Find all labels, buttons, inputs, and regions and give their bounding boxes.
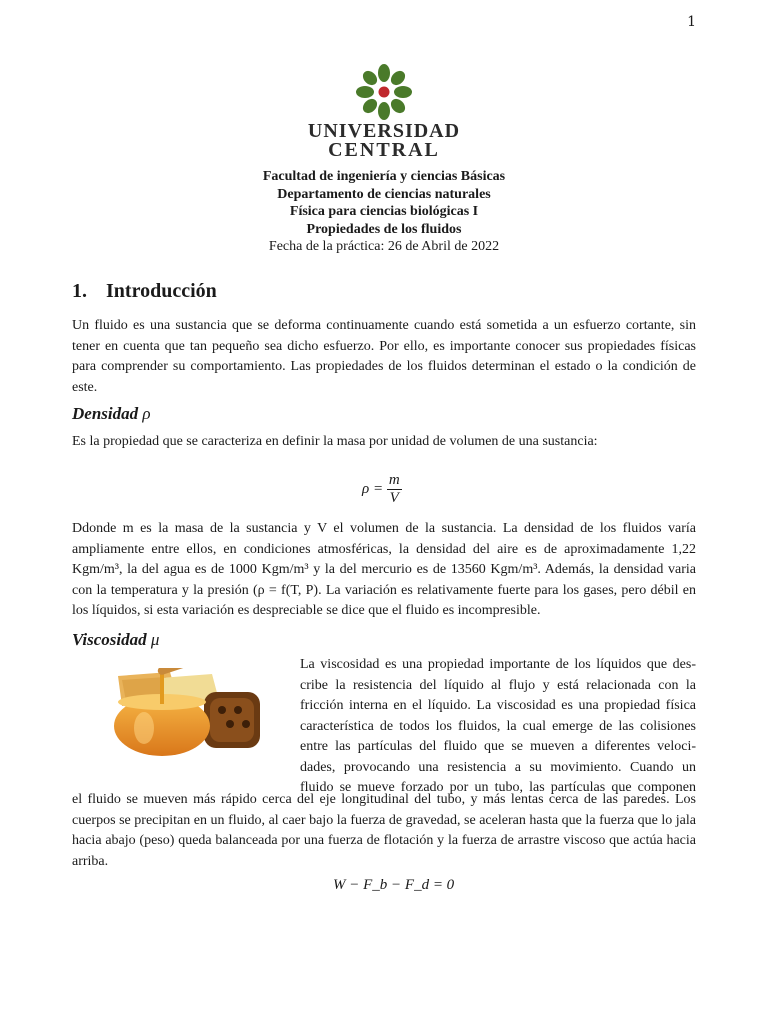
section-heading bbox=[72, 280, 217, 303]
date-month: Abril bbox=[421, 239, 451, 254]
logo-line-1: UNIVERSIDAD bbox=[307, 120, 461, 142]
date-day: 26 bbox=[387, 239, 402, 254]
wrap-line-2: cribe la resistencia del líquido al flujo y está relacionada con la bbox=[300, 677, 696, 693]
document-header bbox=[0, 168, 768, 256]
wrap-line-5: entre las partículas del fluido que se mueven a diferentes veloci- bbox=[300, 739, 696, 754]
viscosity-title: Viscosidad bbox=[72, 630, 147, 649]
wrap-line-3: fricción interna en el líquido. La viscosidad es una propiedad física bbox=[300, 698, 696, 713]
density-definition: Es la propiedad que se caracteriza en definir la masa por unidad de volumen de una sustancia: bbox=[72, 434, 598, 449]
logo-line-2: CENTRAL bbox=[328, 139, 440, 161]
force-balance-equation: W − F_b − F_d = 0 bbox=[333, 877, 455, 893]
honey-jar-image bbox=[100, 668, 278, 760]
topic-line: Propiedades de los fluidos bbox=[306, 221, 462, 237]
wrap-line-4: característica de todos los fluidos, la cual emerge de las colisiones bbox=[300, 718, 696, 734]
date-label: Fecha de la práctica: bbox=[268, 239, 385, 254]
wrap-line-7: fluido se mueve forzado por un tubo, las partículas que componen bbox=[300, 780, 696, 795]
flower-emblem-icon bbox=[356, 64, 412, 120]
density-symbol: ρ bbox=[142, 404, 151, 423]
density-heading bbox=[72, 404, 151, 424]
section-title: Introducción bbox=[106, 280, 217, 302]
density-eq-lhs: ρ = bbox=[362, 480, 384, 497]
density-title: Densidad bbox=[72, 404, 139, 423]
viscosity-paragraph-rest: el fluido se mueven más rápido cerca del eje longitudinal del tubo, y más lentas cerca de las paredes. Los cuerpos se precipitan en un fluido, al caer bajo la fuerza de gravedad, se aceleran hasta que la fuerza que lo jala hacia abajo (peso) queda balanceada por una fuerza de flotación y la fuerza de arrastre viscoso que actúa hacia arriba. bbox=[72, 792, 696, 869]
wrap-line-6: dades, provocando una resistencia a su movimiento. Cuando un bbox=[300, 759, 696, 775]
faculty-line: Facultad de ingeniería y ciencias Básicas bbox=[262, 169, 506, 184]
density-eq-numerator: m bbox=[388, 472, 400, 488]
density-fraction bbox=[387, 472, 402, 507]
course-line: Física para ciencias biológicas I bbox=[289, 204, 479, 219]
date-year: de 2022 bbox=[454, 239, 500, 254]
intro-paragraph: Un fluido es una sustancia que se deforma continuamente cuando está sometida a un esfuerzo cortante, sin tener en cuenta que tan pequeño sea dicho esfuerzo. Por ello, es importante conocer sus propiedades físicas para comprender su comportamiento. Las propiedades de los fluidos determinan el estado o la condición de este. bbox=[72, 318, 696, 395]
density-paragraph: Ddonde m es la masa de la sustancia y V el volumen de la sustancia. La densidad de los fluidos varía ampliamente entre ellos, en condiciones atmosféricas, la densidad del aire es de aproximadamente 1,22 Kgm/m³, la del agua es de 1000 Kgm/m³ y la del mercurio es de 13560 Kgm/m³. Además, la densidad varia con la temperatura y la presión (ρ = f(T, P). La variación es relativamente fuerte para los gases, pero débil en los líquidos, si esta variación es despreciable se dice que el fluido es incompresible. bbox=[72, 521, 696, 618]
density-equation bbox=[362, 472, 402, 507]
density-eq-denominator: V bbox=[389, 490, 399, 506]
viscosity-heading bbox=[72, 630, 159, 650]
university-logo bbox=[0, 64, 768, 160]
viscosity-symbol: μ bbox=[150, 630, 160, 649]
page-number: 1 bbox=[687, 14, 696, 30]
date-middle: de bbox=[405, 239, 419, 254]
department-line: Departamento de ciencias naturales bbox=[277, 186, 491, 202]
date-line bbox=[0, 238, 768, 256]
section-number: 1. bbox=[72, 280, 87, 302]
wrap-line-1: La viscosidad es una propiedad importante de los líquidos que des- bbox=[300, 657, 696, 672]
